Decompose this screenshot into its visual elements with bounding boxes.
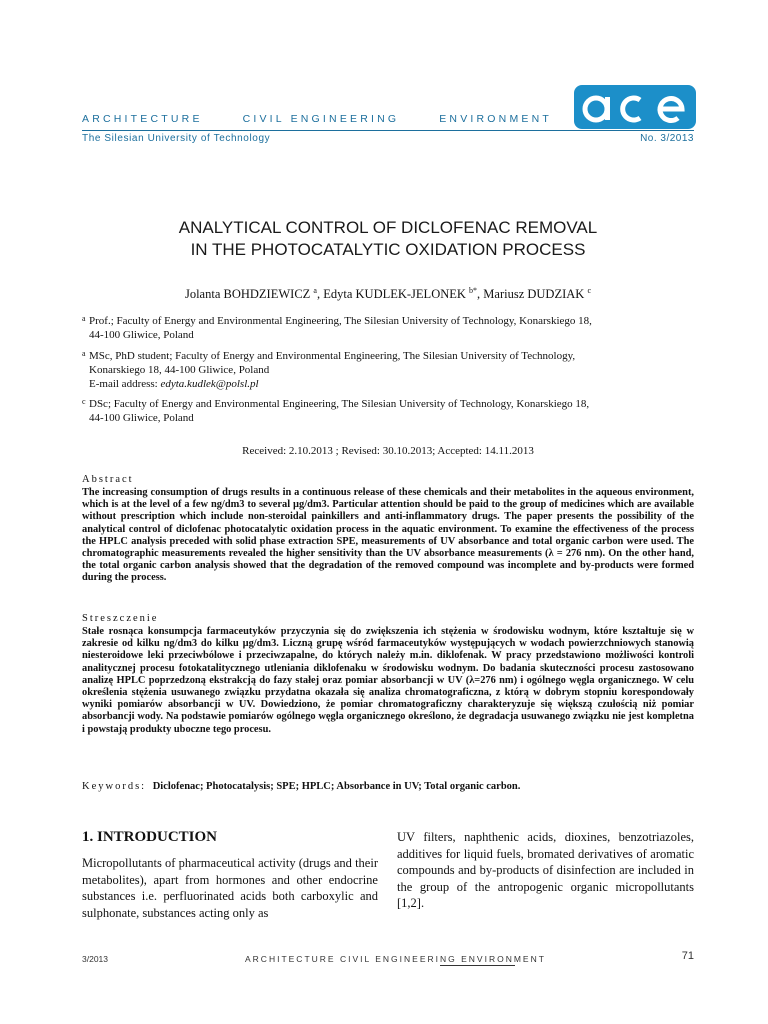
university-name: The Silesian University of Technology	[82, 133, 271, 144]
author-mark: c	[587, 286, 592, 295]
affiliation-mark: a	[82, 314, 86, 323]
footer-underline	[440, 965, 515, 966]
author-name: Jolanta BOHDZIEWICZ	[184, 287, 311, 302]
author-name: Mariusz DUDZIAK	[483, 287, 585, 302]
intro-right-column: UV filters, naphthenic acids, dioxines, benzotriazoles, additives for liquid fuels, bromated derivatives of aromatic compounds and by-products of disinfection are included in the group of the antropogenic organic micropollutants [1,2].	[397, 830, 694, 911]
ace-logo-icon	[574, 85, 696, 129]
affiliation-line: 44-100 Gliwice, Poland	[89, 329, 194, 341]
paper-title	[82, 217, 694, 261]
footer-issue: 3/2013	[82, 954, 108, 964]
journal-sections	[82, 113, 552, 129]
section-architecture: ARCHITECTURE	[82, 113, 203, 125]
keywords-value: Diclofenac; Photocatalysis; SPE; HPLC; Absorbance in UV; Total organic carbon.	[152, 781, 521, 792]
issue-number: No. 3/2013	[640, 133, 694, 144]
footer-journal: ARCHITECTURE CIVIL ENGINEERING ENVIRONMENT	[245, 954, 546, 964]
abstract-body	[82, 487, 694, 585]
email-row	[89, 377, 689, 391]
affiliation-mark: c	[82, 397, 86, 406]
author-separator: ,	[316, 287, 324, 302]
affiliation-line: Konarskiego 18, 44-100 Gliwice, Poland	[89, 364, 270, 376]
section-civil-engineering: CIVIL ENGINEERING	[242, 113, 400, 125]
streszczenie-label: Streszczenie	[82, 613, 159, 624]
affiliation-line: 44-100 Gliwice, Poland	[89, 412, 194, 424]
title-line-2: IN THE PHOTOCATALYTIC OXIDATION PROCESS	[190, 240, 586, 259]
keywords-label: Keywords:	[82, 781, 147, 792]
affiliation-line: Prof.; Faculty of Energy and Environmental Engineering, The Silesian University of Technology, Konarskiego 18,	[89, 315, 592, 327]
affiliation-mark: a	[82, 349, 86, 358]
intro-left-column: Micropollutants of pharmaceutical activity (drugs and their metabolites), apart from hormones and other endocrine substances i.e. perfluorinated acids both carboxylic and sulphonate, substances acting only as	[82, 856, 378, 920]
email-label: E-mail address:	[89, 378, 161, 390]
received-dates: Received: 2.10.2013 ; Revised: 30.10.2013; Accepted: 14.11.2013	[242, 445, 534, 457]
author-mark: a	[313, 286, 317, 295]
section-heading: 1. INTRODUCTION	[82, 829, 218, 845]
author-mark: b*	[469, 286, 478, 295]
affiliation-line: DSc; Faculty of Energy and Environmental Engineering, The Silesian University of Technology, Konarskiego 18,	[89, 398, 590, 410]
author-list	[82, 286, 694, 302]
abstract-label: Abstract	[82, 474, 134, 485]
header-rule	[82, 130, 694, 131]
abstract-text: The increasing consumption of drugs results in a continuous release of these chemicals and their metabolites in the aqueous environment, which is at the level of a few ng/dm3 to several µg/dm3. Particular attention should be paid to the group of medicines which are available without prescription which include non-steroidal painkillers and anti-inflammatory drugs. The paper presents the possibility of the analytical control of diclofenac photocatalytic oxidation process in the aquatic environment. To examine the effectiveness of the process the HPLC analysis preceded with solid phase extraction SPE, measurements of UV absorbance and total organic carbon were used. The chromatographic measurements revealed the higher sensitivity than the UV absorbance measurements (λ = 276 nm). On the other hand, the total organic carbon analysis showed that the degradation of the removed compound was incomplete and by-products were formed during the process.	[82, 487, 694, 584]
page-number: 71	[681, 950, 694, 962]
streszczenie-body	[82, 626, 694, 736]
email-link[interactable]: edyta.kudlek@polsl.pl	[160, 378, 259, 390]
author-name: Edyta KUDLEK-JELONEK	[323, 287, 466, 302]
keywords-row	[82, 781, 694, 792]
section-environment: ENVIRONMENT	[439, 113, 552, 125]
author-separator: ,	[477, 287, 484, 302]
streszczenie-text: Stałe rosnąca konsumpcja farmaceutyków przyczynia się do zwiększenia ich stężenia w środowisku wodnym, które kształtuje się w zakresie od kilku ng/dm3 do kilku µg/dm3. Liczną grupę wśród farmaceutyków występujących w wodach powierzchniowych stanowią niesteroidowe leki przeciwbólowe i przeciwzapalne, do których należy m.in. diklofenak. W pracy przedstawiono możliwości kontroli analitycznej procesu fotokatalitycznego utleniania diklofenaku w środowisku wodnym. Do badania skuteczności procesu zastosowano analizę HPLC poprzedzoną ekstrakcją do fazy stałej oraz pomiar absorbancji w UV (λ=276 nm) i ogólnego węgla organicznego. W celu określenia stężenia usuwanego związku przydatna okazała się analiza chromatograficzna, z którą w dobrym stopniu korespondowały wyniki pomiarów absorbancji w UV. Dowiedziono, że pomiar chromatograficzny charakteryzuje się większą czułością niż pomiar absorbancji wody. Na podstawie pomiarów ogólnego węgla organicznego określono, że degradacja usuwanego związku nie jest kompletna i powstają produkty uboczne tego procesu.	[82, 626, 694, 735]
title-line-1: ANALYTICAL CONTROL OF DICLOFENAC REMOVAL	[178, 218, 598, 237]
affiliation-line: MSc, PhD student; Faculty of Energy and Environmental Engineering, The Silesian University of Technology,	[89, 350, 576, 362]
